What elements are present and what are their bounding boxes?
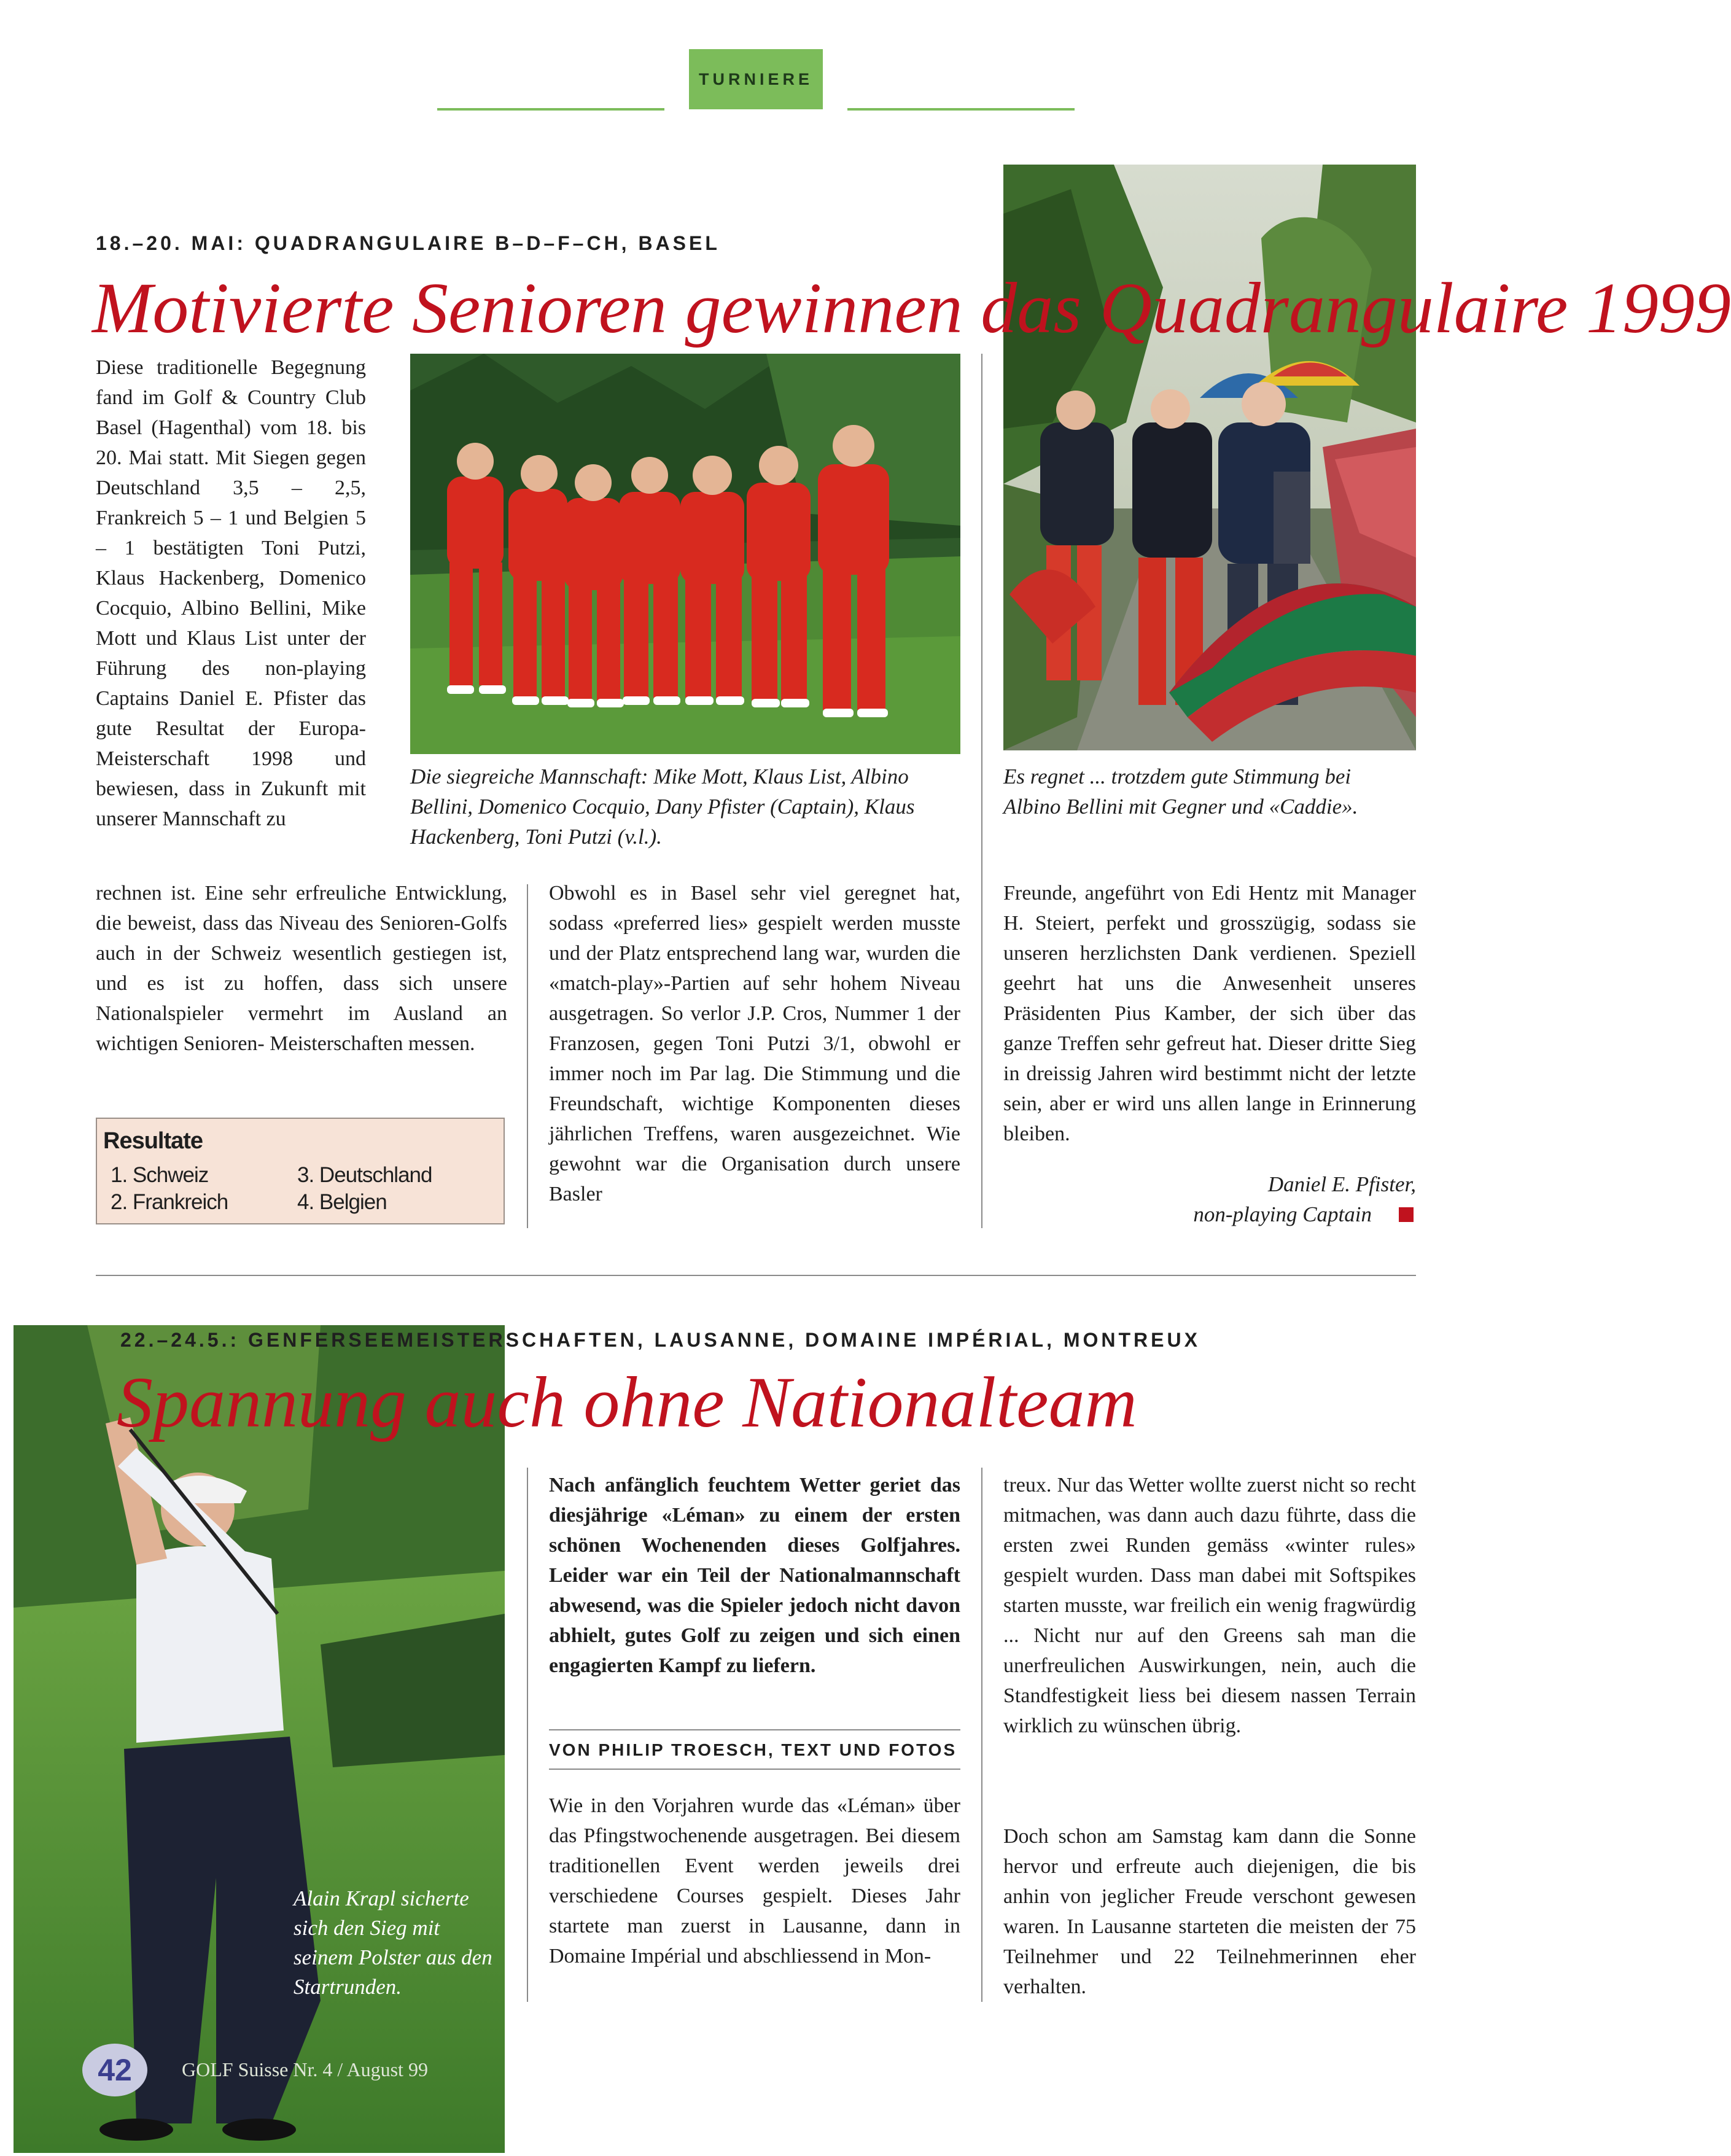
photo-golfer <box>14 1325 505 2153</box>
column-rule <box>981 354 982 1228</box>
article2-col3b: Doch schon am Samstag kam dann die Sonne hervor und erfreute auch diejenigen, die bis anhin von jeglicher Freude verschont gewesen waren. In Lausanne starteten die meisten der 75 Teilnehmer und 22 Teilnehmerinnen eher verhalten. <box>1003 1825 1416 1998</box>
signature-role: non-playing Captain <box>1193 1202 1372 1226</box>
results-box <box>96 1118 505 1224</box>
caption-team-photo: Die siegreiche Mannschaft: Mike Mott, Klaus List, Albino Bellini, Domenico Cocquio, Dany Pfister (Captain), Klaus Hackenberg, Toni Putzi (v.l.). <box>410 765 915 849</box>
column-rule <box>527 1468 528 2002</box>
article1-col1-lead: Diese traditionelle Begegnung fand im Golf & Country Club Basel (Hagenthal) vom 18. bis 20. Mai statt. Mit Siegen gegen Deutschland 3,5 – 2,5, Frankreich 5 – 1 und Belgien 5 – 1 bestätigten Toni Putzi, Klaus Hackenberg, Domenico Cocquio, Albino Bellini, Mike Mott und Klaus List unter der Führung des non-playing Captains Daniel E. Pfister das gute Resultat der Europa-Meisterschaft 1998 und bewiesen, dass in Zukunft mit unserer Mannschaft zu <box>96 356 366 830</box>
article1-kicker: 18.–20. MAI: QUADRANGULAIRE B–D–F–CH, BASEL <box>96 232 720 254</box>
column-rule <box>981 1468 982 2002</box>
byline-rule-bottom <box>549 1769 960 1770</box>
article2-title: Spannung auch ohne Nationalteam <box>117 1362 1137 1442</box>
photo-team <box>410 354 960 754</box>
article1-col2: Obwohl es in Basel sehr viel geregnet hat, sodass «preferred lies» gespielt werden musste und der Platz entsprechend lang war, wurden die «match-play»-Partien auf sehr hohem Niveau ausgetragen. So verlor J.P. Cros, Nummer 1 der Franzosen, gegen Toni Putzi 3/1, obwohl er immer noch im Par lag. Die Stimmung und die Freundschaft, wichtige Komponenten dieses jährlichen Treffens, waren ausgezeichnet. Wie gewohnt war die Organisation durch unsere Basler <box>549 882 960 1205</box>
signature-name: Daniel E. Pfister, <box>1267 1172 1416 1196</box>
results-title: Resultate <box>103 1128 203 1154</box>
end-mark-square <box>1399 1207 1414 1222</box>
article1-title: Motivierte Senioren gewinnen das Quadrangulaire 1999 <box>92 268 1731 348</box>
article-separator <box>96 1275 1416 1276</box>
header-rule-right <box>847 108 1075 111</box>
header-rule-left <box>437 108 664 111</box>
results-rank-4: 4. Belgien <box>297 1190 387 1214</box>
photo-rain-scene <box>1003 165 1416 750</box>
article2-byline: VON PHILIP TROESCH, TEXT UND FOTOS <box>549 1740 957 1759</box>
results-rank-3: 3. Deutschland <box>297 1163 432 1187</box>
article2-kicker: 22.–24.5.: GENFERSEEMEISTERSCHAFTEN, LAUSANNE, DOMAINE IMPÉRIAL, MONTREUX <box>120 1329 1200 1351</box>
article2-lead: Nach anfänglich feuchtem Wetter geriet das diesjährige «Léman» zu einem der ersten schönen Wochenenden dieses Golfjahres. Leider war ein Teil der Nationalmannschaft abwesend, was die Spieler jedoch nicht davon abhielt, gutes Golf zu zeigen und sich einen engagierten Kampf zu liefern. <box>549 1474 960 1677</box>
results-rank-1: 1. Schweiz <box>111 1163 209 1187</box>
caption-rain-photo: Es regnet ... trotzdem gute Stimmung bei Albino Bellini mit Gegner und «Caddie». <box>1003 765 1358 819</box>
results-rank-2: 2. Frankreich <box>111 1190 228 1214</box>
section-tag: TURNIERE <box>689 49 823 109</box>
byline-rule-top <box>549 1729 960 1730</box>
column-rule <box>527 884 528 1228</box>
publication-footer: GOLF Suisse Nr. 4 / August 99 <box>182 2058 428 2080</box>
article1-col1-cont: rechnen ist. Eine sehr erfreuliche Entwicklung, die beweist, dass das Niveau des Senioren-Golfs auch in der Schweiz wesentlich gestiegen ist, und es ist zu hoffen, dass sich unsere Nationalspieler vermehrt im Ausland an wichtigen Senioren- Meisterschaften messen. <box>96 882 507 1055</box>
article1-col3: Freunde, angeführt von Edi Hentz mit Manager H. Steiert, perfekt und grosszügig, sodass sie unseren herzlichsten Dank verdienen. Speziell geehrt hat uns die Anwesenheit unseres Präsidenten Pius Kamber, der sich über das ganze Treffen sehr gefreut hat. Dieser dritte Sieg in dreissig Jahren wird bestimmt nicht der letzte sein, aber er wird uns allen lange in Erinnerung bleiben. <box>1003 882 1416 1145</box>
article2-col2: Wie in den Vorjahren wurde das «Léman» über das Pfingstwochenende ausgetragen. Bei diesem traditionellen Event werden jeweils drei verschiedene Courses gespielt. Dieses Jahr startete man zuerst in Lausanne, dann in Domaine Impérial und abschliessend in Mon- <box>549 1794 960 1967</box>
article2-col3a: treux. Nur das Wetter wollte zuerst nicht so recht mitmachen, was dann auch dazu führte, dass die ersten zwei Runden gemäss «winter rules» gespielt wurden. Dass man dabei mit Softspikes starten musste, war freilich ein wenig fragwürdig ... Nicht nur auf den Greens sah man die unerfreulichen Auswirkungen, nein, auch die Standfestigkeit liess bei diesem nassen Terrain wirklich zu wünschen übrig. <box>1003 1474 1416 1737</box>
golfer-photo-caption: Alain Krapl sicherte sich den Sieg mit seinem Polster aus den Startrunden. <box>294 1886 492 1999</box>
page-number: 42 <box>98 2053 132 2087</box>
